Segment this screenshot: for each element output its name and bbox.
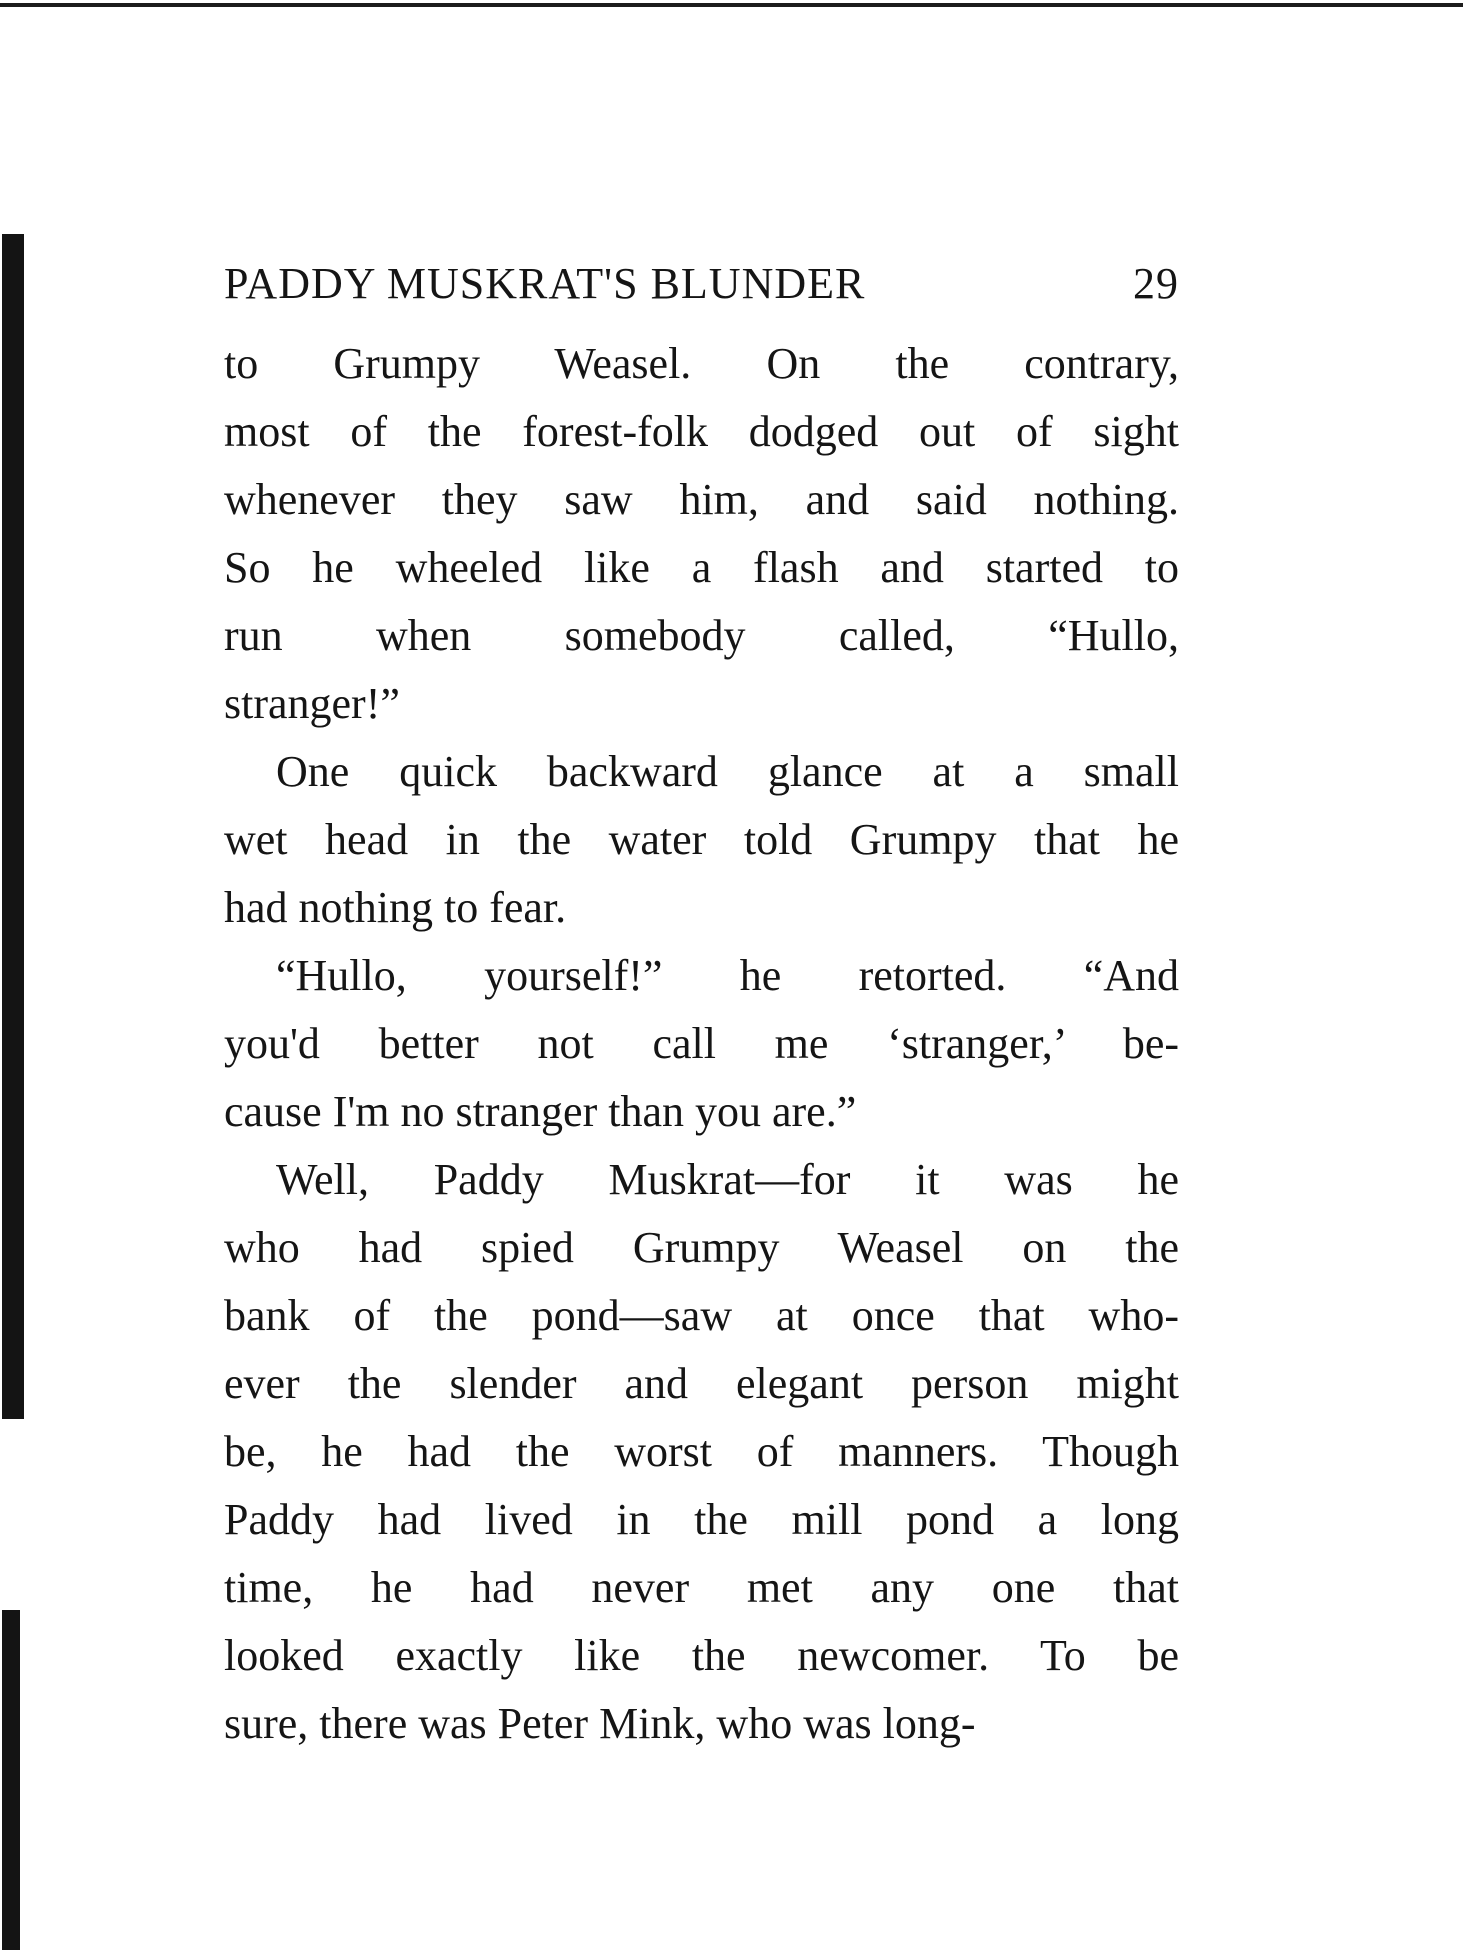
running-head — [224, 258, 1179, 310]
text-line: sure, there was Peter Mink, who was long- — [224, 1699, 976, 1748]
scan-edge-shadow-lower — [2, 1610, 20, 1950]
text-line: ever the slender and elegant person might — [224, 1359, 1179, 1408]
text-line: Paddy had lived in the mill pond a long — [224, 1495, 1179, 1544]
text-line: One quick backward glance at a small — [276, 747, 1179, 796]
book-page — [224, 258, 1179, 1758]
text-line: had nothing to fear. — [224, 883, 567, 932]
running-title: PADDY MUSKRAT'S BLUNDER — [224, 259, 866, 308]
text-line: wet head in the water told Grumpy that he — [224, 815, 1179, 864]
text-line: to Grumpy Weasel. On the contrary, — [224, 339, 1179, 388]
page-number: 29 — [1133, 259, 1179, 308]
text-line: bank of the pond—saw at once that who- — [224, 1291, 1179, 1340]
text-line: run when somebody called, “Hullo, — [224, 611, 1179, 660]
paragraph-2 — [224, 738, 1179, 942]
text-line: So he wheeled like a flash and started to — [224, 543, 1179, 592]
text-line: be, he had the worst of manners. Though — [224, 1427, 1179, 1476]
top-scan-rule — [0, 3, 1463, 7]
text-line: time, he had never met any one that — [224, 1563, 1179, 1612]
text-line: whenever they saw him, and said nothing. — [224, 475, 1179, 524]
paragraph-3 — [224, 942, 1179, 1146]
text-line: Well, Paddy Muskrat—for it was he — [276, 1155, 1179, 1204]
paragraph-4 — [224, 1146, 1179, 1758]
text-line: looked exactly like the newcomer. To be — [224, 1631, 1179, 1680]
text-line: “Hullo, yourself!” he retorted. “And — [276, 951, 1179, 1000]
text-line: most of the forest-folk dodged out of sight — [224, 407, 1179, 456]
text-line: who had spied Grumpy Weasel on the — [224, 1223, 1179, 1272]
paragraph-1 — [224, 330, 1179, 738]
text-line: you'd better not call me ‘stranger,’ be- — [224, 1019, 1179, 1068]
text-line: cause I'm no stranger than you are.” — [224, 1087, 857, 1136]
scan-edge-shadow-upper — [2, 234, 24, 1419]
text-line: stranger!” — [224, 679, 400, 728]
